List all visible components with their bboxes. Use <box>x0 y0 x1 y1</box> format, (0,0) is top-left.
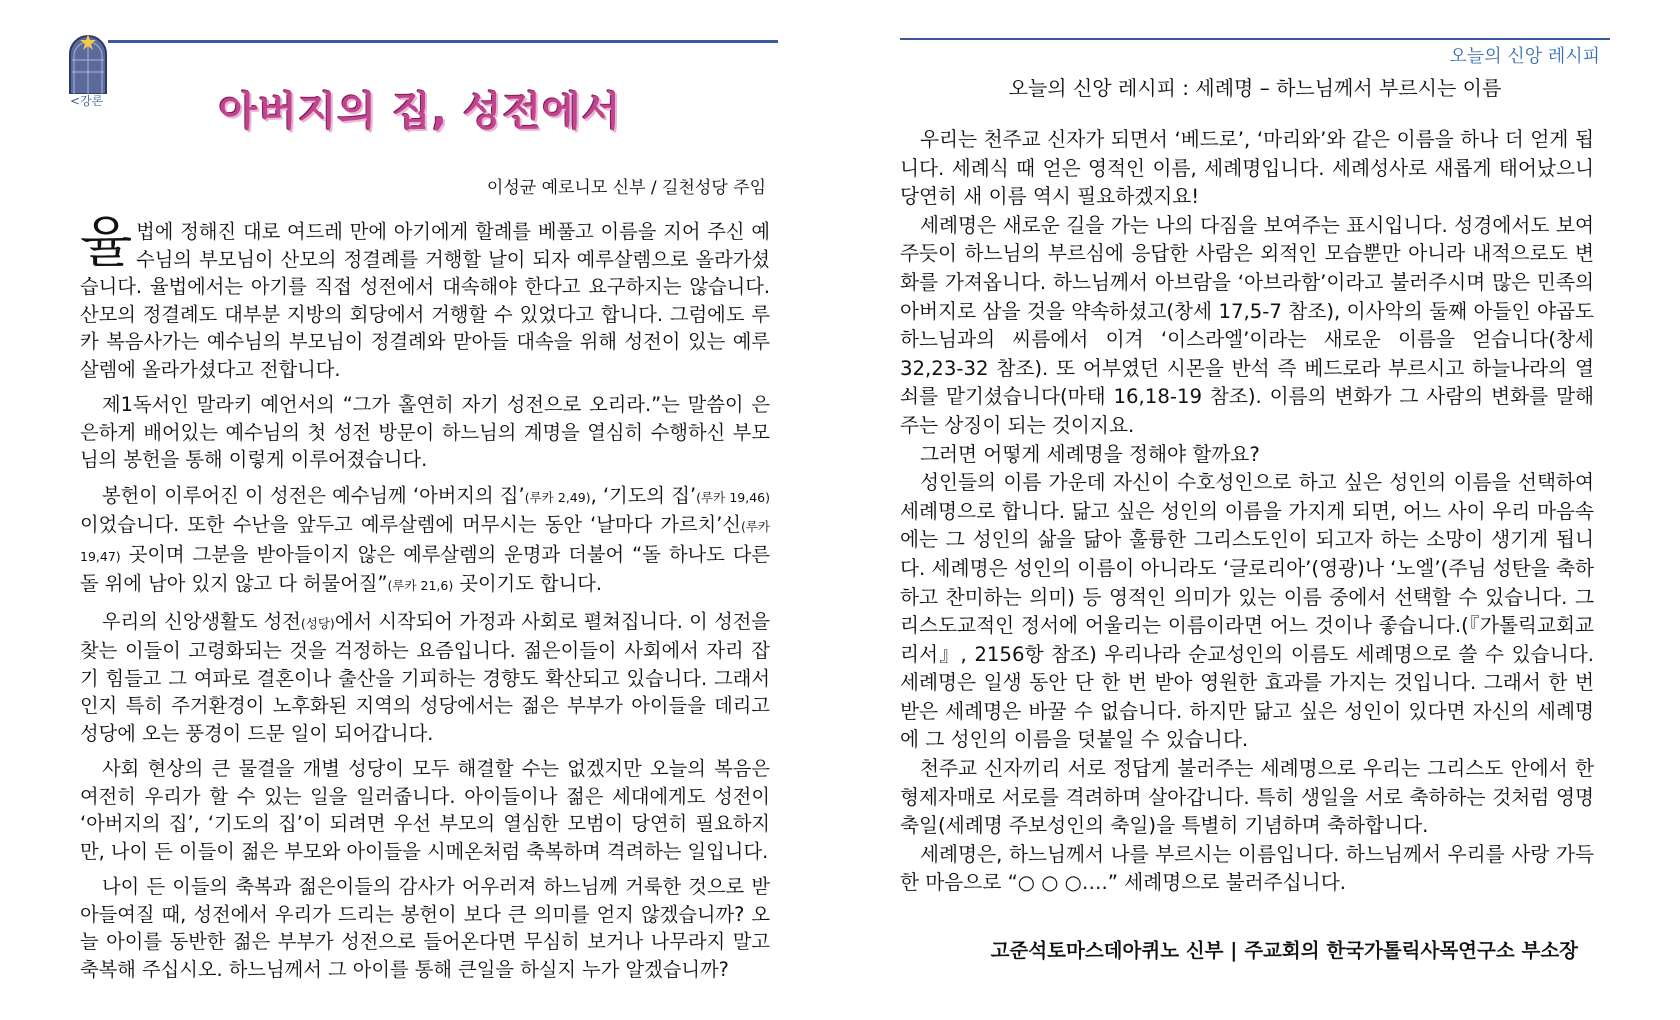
paragraph-2: 세례명은 새로운 길을 가는 나의 다짐을 보여주는 표시입니다. 성경에서도 보여주듯이 하느님의 부르심에 응답한 사람은 외적인 모습뿐만 아니라 내적으로도 변화를 가져옵니다. 하느님께서 아브람을 ‘아브라함’이라고 불러주시며 많은 민족의 아버지로 삼을 것을 약속하셨고(창세 17,5-7 참조), 이사악의 둘째 아들인 야곱도 하느님과의 씨름에서 이겨 ‘이스라엘’이라는 새로운 이름을 얻습니다(창세 32,23-32 참조). 또 어부였던 시몬을 반석 즉 베드로라 부르시고 하늘나라의 열쇠를 맡기셨습니다(마태 16,18-19 참조). 이름의 변화가 그 사람의 변화를 말해주는 상징이 되는 것이지요. <box>900 213 1594 437</box>
paragraph-2: 제1독서인 말라키 예언서의 “그가 홀연히 자기 성전으로 오리라.”는 말씀이 은은하게 배어있는 예수님의 첫 성전 방문이 하느님의 계명을 열심히 수행하신 부모님의 봉헌을 통해 이렇게 이루어졌습니다. <box>80 393 770 471</box>
paragraph-1: 율법에 정해진 대로 여드레 만에 아기에게 할례를 베풀고 이름을 지어 주신 예수님의 부모님이 산모의 정결례를 거행할 날이 되자 예루살렘으로 올라가셨습니다. 율법에서는 아기를 직접 성전에서 대속해야 한다고 요구하지는 않습니다. 산모의 정결례도 대부분 지방의 회당에서 거행할 수 있었다고 합니다. 그럼에도 루카 복음사가는 예수님의 부모님이 정결례와 맏아들 대속을 위해 성전이 있는 예루살렘에 올라가셨다고 전합니다. <box>80 211 770 381</box>
homily-body <box>80 211 771 991</box>
article-subtitle: 오늘의 신앙 레시피 : 세례명 – 하느님께서 부르시는 이름 <box>1008 76 1502 100</box>
left-page <box>0 0 820 1020</box>
article-body <box>900 126 1594 898</box>
top-rule <box>900 38 1610 40</box>
paragraph-3: 그러면 어떻게 세례명을 정해야 할까요? <box>920 442 1260 466</box>
paragraph-1: 우리는 천주교 신자가 되면서 ‘베드로’, ‘마리와’와 같은 이름을 하나 더 얻게 됩니다. 세례식 때 얻은 영적인 이름, 세례명입니다. 세례성사로 새롭게 태어났으니 당연히 새 이름 역시 필요하겠지요! <box>900 128 1594 209</box>
paragraph-5: 천주교 신자끼리 서로 정답게 불러주는 세례명으로 우리는 그리스도 안에서 한 형제자매로 서로를 격려하며 살아갑니다. 특히 생일을 서로 축하하는 것처럼 영명축일(세례명 주보성인의 축일)을 특별히 기념하며 축하합니다. <box>900 757 1594 838</box>
paragraph-6: 세례명은, 하느님께서 나를 부르시는 이름입니다. 하느님께서 우리를 사랑 가득한 마음으로 “○ ○ ○….” 세례명으로 불러주십니다. <box>900 842 1594 895</box>
author-byline: 이성균 예로니모 신부 / 길천성당 주임 <box>486 178 766 198</box>
paragraph-5: 사회 현상의 큰 물결을 개별 성당이 모두 해결할 수는 없겠지만 오늘의 복음은 여전히 우리가 할 수 있는 일을 일러줍니다. 아이들이나 젊은 세대에게도 성전이 ‘아버지의 집’, ‘기도의 집’이 되려면 우선 부모의 열심한 모범이 당연히 필요하지만, 나이 든 이들이 젊은 부모와 아이들을 시메온처럼 축복하며 격려하는 일입니다. <box>80 757 771 863</box>
author-signature: 고준석토마스데아퀴노 신부 | 주교회의 한국가톨릭사목연구소 부소장 <box>990 939 1578 962</box>
paragraph-3: 봉헌이 이루어진 이 성전은 예수님께 ‘아버지의 집’(루카 2,49), ‘기도의 집’(루카 19,46)이었습니다. 또한 수난을 앞두고 예루살렘에 머무시는 동안 ‘날마다 가르치’신(루카 19,47) 곳이며 그분을 받아들이지 않은 예루살렘의 운명과 더불어 “돌 하나도 다른 돌 위에 남아 있지 않고 다 허물어질”(루카 21,6) 곳이기도 합니다. <box>80 483 770 595</box>
right-page <box>900 0 1680 1020</box>
church-window-icon <box>66 32 110 94</box>
paragraph-6: 나이 든 이들의 축복과 젊은이들의 감사가 어우러져 하느님께 거룩한 것으로 받아들여질 때, 성전에서 우리가 드리는 봉헌이 보다 큰 의미를 얻지 않겠습니까? 오늘 아이를 동반한 젊은 부부가 성전으로 들어온다면 무심히 보거나 나무라지 말고 축복해 주십시오. 하느님께서 그 아이를 통해 큰일을 하실지 누가 알겠습니까? <box>80 875 770 981</box>
page-title: 아버지의 집, 성전에서 <box>218 89 622 135</box>
logo-caption: <강론 <box>70 94 104 108</box>
paragraph-4: 성인들의 이름 가운데 자신이 수호성인으로 하고 싶은 성인의 이름을 선택하여 세례명으로 합니다. 닮고 싶은 성인의 이름을 가지게 되면, 어느 사이 우리 마음속에는 그 성인의 삶을 닮아 훌륭한 그리스도인이 되고자 하는 소망이 생기게 됩니다. 세례명은 성인의 이름이 아니라도 ‘글로리아’(영광)나 ‘노엘’(주님 성탄을 축하하고 찬미하는 의미) 등 영적인 의미가 있는 이름 중에서 선택할 수 있습니다. 그리스도교적인 정서에 어울리는 이름이라면 어느 것이나 좋습니다.(『가톨릭교회교리서』, 2156항 참조) 우리나라 순교성인의 이름도 세례명으로 쓸 수 있습니다. 세례명은 일생 동안 단 한 번 받아 영원한 효과를 가지는 것입니다. 그래서 한 번 받은 세례명은 바꿀 수 없습니다. 하지만 닮고 싶은 성인이 있다면 자신의 세례명에 그 성인의 이름을 덧붙일 수 있습니다. <box>900 471 1594 752</box>
section-tag: 오늘의 신앙 레시피 <box>1449 46 1600 67</box>
paragraph-4: 우리의 신앙생활도 성전(성당)에서 시작되어 가정과 사회로 펼쳐집니다. 이 성전을 찾는 이들이 고령화되는 것을 걱정하는 요즘입니다. 젊은이들이 사회에서 자리 잡기 힘들고 그 여파로 결혼이나 출산을 기피하는 경향도 확산되고 있습니다. 그래서인지 특히 주거환경이 노후화된 지역의 성당에서는 젊은 부부가 아이들을 데리고 성당에 오는 풍경이 드문 일이 되어갑니다. <box>80 609 771 745</box>
drop-cap: 율 <box>80 211 133 274</box>
top-rule <box>108 40 778 43</box>
